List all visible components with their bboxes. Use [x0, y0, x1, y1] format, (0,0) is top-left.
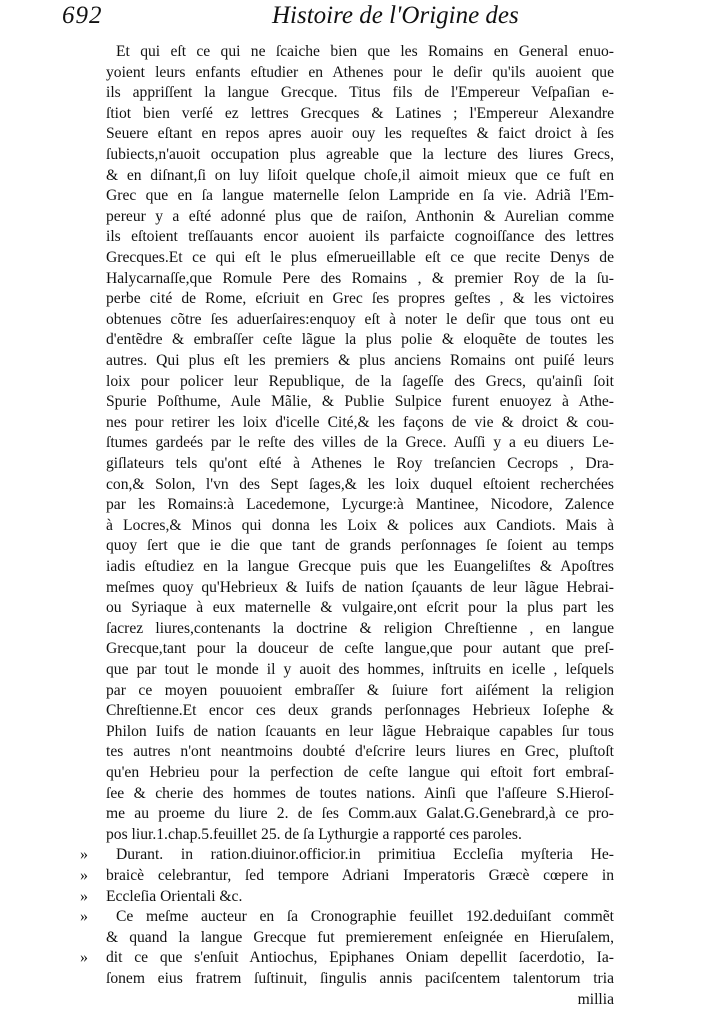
text-line: Chreſtienne.Et encor ces deux grands perſonnages Hebrieux Ioſephe &: [106, 702, 614, 720]
text-line: Grecques.Et ce qui eſt le plus eſmerueillable eſt ce que recite Denys de: [106, 249, 614, 266]
text-line: me au proeme du liure 2. de ſes Comm.aux Galat.G.Genebrard,à ce pro-: [106, 805, 614, 823]
text-line: pereur y a eſté adonné plus que de raiſon, Anthonin & Aurelian comme: [106, 207, 614, 225]
text-line: Halycarnaſſe,que Romule Pere des Romains , & premier Roy de la ſu-: [106, 269, 614, 287]
text-line: iadis eſtudiez en la langue Grecque puis que les Euangeliſtes & Apoſtres: [106, 558, 614, 575]
text-line: ils eſtoient treſſauants encor auoient ils parfaicte cognoiſſance des lettres: [106, 228, 614, 246]
text-line: quoy ſert que ie die que tant de grands perſonnages ſe ſoient au temps: [106, 537, 614, 555]
text-line: pos liur.1.chap.5.feuillet 25. de ſa Lythurgie a rapporté ces paroles.: [106, 825, 522, 843]
running-title: Histoire de l'Origine des: [272, 2, 519, 29]
text-line: autres. Qui plus eſt les premiers & plus anciens Romains ont puiſé leurs: [106, 352, 614, 369]
text-line: nes pour retirer les loix d'icelle Cité,& les façons de vie & droict & cou-: [106, 413, 614, 431]
text-line: Seuere eſtant en repos apres auoir ouy les requeſtes & faict droict à ſes: [106, 125, 614, 143]
text-line: tes autres n'ont neantmoins doubté d'eſcrire leurs liures en Grec, pluſtoſt: [106, 743, 614, 761]
text-line: Grecque,tant pour la douceur de ceſte langue,que pour autant que preſ-: [106, 640, 614, 658]
text-line: yoient leurs enfants eſtudier en Athenes pour le deſir qu'ils auoient que: [106, 63, 614, 81]
text-line: par les Romains:à Lacedemone, Lycurge:à Mantinee, Nicodore, Zalence: [106, 496, 614, 514]
text-line: ſonem eius fratrem ſuſtinuit, ſingulis annis paciſcentem talentorum tria: [106, 970, 614, 987]
quotation-marker: »: [80, 887, 88, 905]
text-line: con,& Solon, l'vn des Sept ſages,& les loix duquel eſtoient recherchées: [106, 475, 614, 493]
catchword: millia: [577, 990, 614, 1008]
text-line: ou Syriaque à eux maternelle & vulgaire,ont eſcrit pour la plus part les: [106, 599, 614, 617]
text-line: Et qui eſt ce qui ne ſcaiche bien que les Romains en General enuo-: [116, 43, 614, 60]
text-line: obtenues cõtre ſes aduerſaires:enquoy eſt à noter le deſir que tous ont eu: [106, 310, 614, 328]
text-line: braicè celebrantur, ſed tempore Adriani Imperatoris Græcè cœpere in: [106, 867, 614, 884]
text-line: que par tout le monde il y auoit des hommes, inſtruits en icelle , leſquels: [106, 661, 614, 678]
text-line: ſtiot bien verſé ez lettres Grecques & Latines ; l'Empereur Alexandre: [106, 104, 614, 122]
text-line: d'entẽdre & embraſſer ceſte lãgue la plus polie & eloquẽte de toutes les: [106, 331, 614, 349]
text-line: dit ce que s'enſuit Antiochus, Epiphanes Oniam depellit ſacerdotio, Ia-: [106, 949, 614, 967]
quotation-marker: »: [80, 846, 88, 864]
quotation-marker: »: [80, 908, 88, 926]
text-line: Durant. in ration.diuinor.officior.in primitiua Eccleſia myſteria He-: [116, 846, 614, 864]
quotation-marker: »: [80, 949, 88, 967]
text-line: ſee & cherie des hommes de toutes nations. Ainſi que l'aſſeure S.Hieroſ-: [106, 784, 614, 802]
text-line: ſtumes gardeés par le reſte des villes de la Grece. Auſſi y a eu diuers Le-: [106, 434, 614, 452]
text-line: meſmes quoy qu'Hebrieux & Iuifs de nation ſçauants de leur lãgue Hebrai-: [106, 578, 614, 596]
text-line: qu'en Hebrieu pour la perfection de ceſte langue qui eſtoit fort embraſ-: [106, 764, 614, 781]
text-line: à Locres,& Minos qui donna les Loix & polices aux Candiots. Mais à: [106, 516, 614, 534]
text-line: Spurie Poſthume, Aule Mãlie, & Publie Sulpice furent enuoyez à Athe-: [106, 393, 614, 411]
text-line: ſacrez liures,contenants la doctrine & religion Chreſtienne , en langue: [106, 619, 614, 637]
text-line: perbe cité de Rome, eſcriuit en Grec ſes propres geſtes , & les victoires: [106, 290, 614, 308]
text-line: ils appriſſent la langue Grecque. Titus fils de l'Empereur Veſpaſian e-: [106, 84, 614, 102]
text-line: loix pour policer leur Republique, de la ſageſſe des Grecs, qu'ainſi ſoit: [106, 372, 614, 390]
quotation-marker: »: [80, 867, 88, 884]
page-number: 692: [62, 2, 103, 29]
text-line: par ce moyen pouuoient embraſſer & ſuiure fort aiſément la religion: [106, 681, 614, 699]
text-line: Ce meſme aucteur en ſa Cronographie feuillet 192.deduiſant commẽt: [116, 908, 614, 926]
text-line: & quand la langue Grecque fut premierement enſeignée en Hieruſalem,: [106, 928, 614, 946]
text-line: Grec que en ſa langue maternelle ſelon Lampride en ſa vie. Adriã l'Em-: [106, 187, 614, 205]
text-line: giſlateurs tels qu'ont eſté à Athenes le Roy treſancien Cecrops , Dra-: [106, 455, 614, 472]
page-header: [62, 0, 622, 40]
text-line: ſubiects,n'auoit occupation plus agreable que la lecture des liures Grecs,: [106, 146, 614, 163]
text-line: & en diſnant,ſi on luy liſoit quelque choſe,il aimoit mieux que ce fuſt en: [106, 166, 614, 184]
text-line: Eccleſia Orientali &c.: [106, 887, 243, 905]
text-line: Philon Iuifs de nation ſcauants en leur lãgue Hebraique capables ſur tous: [106, 722, 614, 740]
